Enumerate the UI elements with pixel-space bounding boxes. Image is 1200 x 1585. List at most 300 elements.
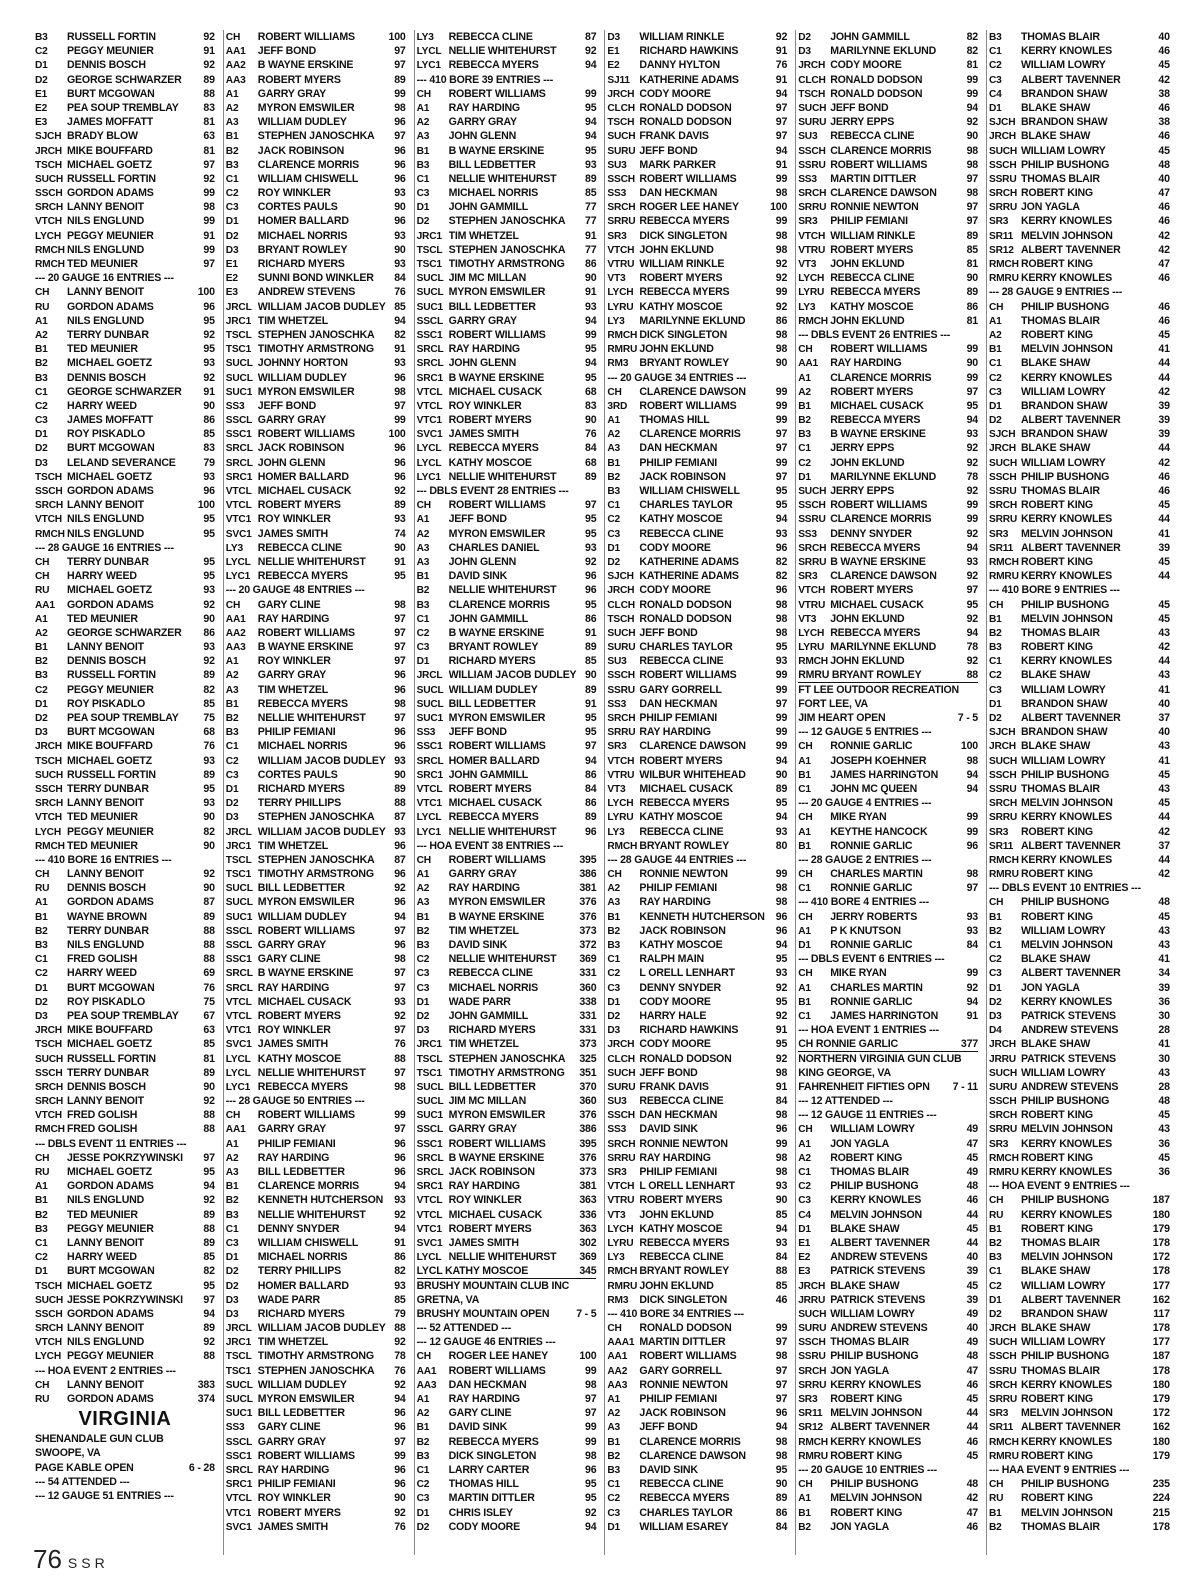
score: 91	[775, 1024, 788, 1037]
class-code: B1	[798, 840, 811, 852]
shooter-name: JON YAGLA	[1020, 201, 1080, 214]
result-row	[607, 1165, 787, 1179]
result-row	[798, 1293, 978, 1307]
class-code: B1	[607, 457, 621, 469]
class-code: SU3	[607, 159, 627, 171]
shooter-name: MIKE RYAN	[830, 967, 887, 980]
result-row	[226, 314, 406, 328]
result-row	[35, 456, 215, 470]
class-code: C3	[416, 1493, 430, 1505]
shooter-name: ALBERT TAVENNER	[830, 1421, 930, 1434]
shooter-name: JACK ROBINSON	[448, 1166, 535, 1178]
score: 42	[1158, 641, 1170, 654]
score: 100	[388, 31, 406, 43]
result-row	[798, 881, 978, 895]
event-header	[798, 796, 978, 810]
score: 42	[1158, 243, 1170, 256]
score: 85	[203, 697, 215, 710]
score: 63	[203, 130, 215, 143]
result-row	[989, 711, 1170, 725]
result-row	[226, 1023, 406, 1037]
result-row	[417, 910, 597, 924]
score: 89	[203, 768, 215, 781]
shooter-name: ROBERT WILLIAMS	[639, 172, 737, 185]
score: 93	[966, 910, 978, 923]
score: 98	[775, 229, 788, 242]
event-header	[798, 1023, 978, 1037]
event-header	[989, 285, 1170, 299]
shooter-name: MICHAEL CUSACK	[448, 385, 543, 398]
class-code: SS3	[607, 188, 627, 200]
shooter-name: CHARLES DANIEL	[448, 541, 540, 554]
shooter-name: BILL LEDBETTER	[257, 1166, 345, 1178]
class-code: TSCH	[35, 1280, 62, 1292]
result-row	[607, 1378, 787, 1392]
score: 36	[1158, 1137, 1170, 1150]
class-code: C2	[988, 670, 1002, 682]
class-code: VTCL	[225, 500, 252, 512]
results-column	[796, 30, 987, 1555]
result-row	[989, 314, 1170, 328]
result-row	[798, 768, 978, 782]
result-row	[35, 1108, 215, 1122]
score: 395	[579, 853, 597, 866]
class-code: A1	[607, 415, 621, 427]
shooter-name: MARK PARKER	[639, 158, 716, 171]
score: 97	[585, 1393, 597, 1405]
score: 76	[394, 1364, 406, 1377]
score: 34	[1158, 967, 1170, 980]
shooter-name: CHARLES TAYLOR	[639, 1506, 733, 1519]
shooter-name: REBECCA MYERS	[448, 59, 539, 72]
result-row	[798, 1193, 978, 1207]
result-row	[417, 1435, 597, 1449]
score: 94	[394, 910, 406, 923]
shooter-name: ALBERT TAVENNER	[1020, 243, 1121, 256]
shooter-name: WILLIAM DUDLEY	[257, 1378, 347, 1391]
class-code: SSC1	[416, 329, 443, 341]
score: 84	[394, 272, 406, 285]
score: 91	[585, 229, 597, 242]
score: 45	[1158, 328, 1170, 341]
result-row	[607, 668, 787, 682]
result-row	[989, 541, 1170, 555]
shooter-name: CLARENCE MORRIS	[830, 144, 932, 157]
class-code: LY3	[607, 315, 625, 327]
score: 76	[394, 286, 406, 299]
class-code: CH	[35, 287, 50, 299]
shooter-name: CHARLES TAYLOR	[639, 499, 733, 512]
score: 93	[585, 300, 597, 313]
shooter-name: GARRY GRAY	[448, 868, 517, 881]
result-row	[35, 598, 215, 612]
class-code: B3	[798, 429, 811, 441]
class-code: A3	[607, 1422, 621, 1434]
class-code: JRC1	[225, 315, 252, 327]
class-code: A2	[416, 117, 430, 129]
score: 97	[394, 981, 406, 994]
score: 90	[585, 272, 597, 285]
result-row	[607, 725, 787, 739]
result-row	[226, 867, 406, 881]
class-code: SR3	[988, 528, 1009, 540]
shooter-name: ROBERT WILLIAMS	[448, 499, 546, 512]
class-code: C2	[798, 1181, 811, 1193]
result-row	[989, 768, 1170, 782]
shooter-name: GARRY GRAY	[257, 87, 327, 100]
score: 95	[203, 1279, 215, 1292]
shooter-name: ROBERT WILLIAMS	[257, 31, 355, 43]
score: 30	[1158, 1052, 1170, 1065]
shooter-name: GARY CLINE	[257, 1421, 321, 1434]
shooter-name: ROBERT WILLIAMS	[257, 428, 355, 441]
result-row	[607, 739, 787, 753]
shooter-name: KATHY MOSCOE	[639, 300, 723, 313]
result-row	[226, 981, 406, 995]
class-code: RMCH	[798, 656, 828, 668]
result-row	[417, 569, 597, 583]
score: 95	[585, 513, 597, 526]
result-row	[607, 356, 787, 370]
class-code: SSRU	[798, 159, 826, 171]
result-row	[226, 1165, 406, 1179]
result-row	[798, 214, 978, 228]
shooter-name: HARRY WEED	[67, 1251, 137, 1264]
score: 36	[1158, 995, 1170, 1008]
result-row	[607, 512, 787, 526]
score: 99	[775, 1137, 788, 1150]
shooter-name: TERRY PHILLIPS	[257, 1265, 341, 1278]
class-code: SSC1	[416, 741, 443, 753]
score: 336	[579, 1208, 597, 1221]
club-text: KING GEORGE, VA	[798, 1066, 891, 1079]
score: 46	[966, 1520, 978, 1533]
class-code: CH	[225, 599, 241, 611]
result-row	[798, 1406, 978, 1420]
score: 90	[203, 1080, 215, 1093]
result-row	[607, 498, 787, 512]
shooter-name: KERRY KNOWLES	[1020, 272, 1112, 285]
class-code: D1	[35, 698, 48, 710]
shooter-name: GEORGE SCHWARZER	[67, 626, 182, 639]
class-code: VT3	[798, 259, 817, 270]
score: 97	[394, 59, 406, 72]
shooter-name: JOHN EKLUND	[639, 243, 714, 256]
result-row	[798, 371, 978, 385]
result-row	[607, 1250, 787, 1264]
result-row	[417, 1151, 597, 1165]
score: 96	[394, 215, 406, 228]
class-code: SS3	[607, 1124, 627, 1136]
event-header	[989, 881, 1170, 895]
class-code: SSCL	[225, 925, 253, 937]
page-footer	[33, 1544, 109, 1575]
result-row	[989, 73, 1170, 87]
class-code: TSCL	[225, 329, 252, 341]
score: 178	[1152, 1236, 1170, 1249]
shooter-name: BILL LEDBETTER	[448, 158, 536, 171]
result-row	[417, 541, 597, 555]
score: 92	[203, 172, 215, 185]
event-title: --- 12 GAUGE 11 ENTRIES ---	[798, 1109, 937, 1122]
class-code: B3	[416, 599, 430, 611]
class-code: C3	[416, 188, 430, 200]
result-row	[798, 1307, 978, 1321]
result-row	[417, 300, 597, 314]
score: 93	[203, 357, 215, 370]
result-row	[989, 981, 1170, 995]
class-code: B2	[988, 925, 1002, 937]
class-code: TSCH	[607, 117, 635, 129]
result-row	[989, 413, 1170, 427]
score: 89	[966, 229, 978, 242]
shooter-name: JAMES SMITH	[257, 1520, 328, 1533]
shooter-name: MARTIN DITTLER	[639, 1336, 726, 1349]
result-row	[226, 725, 406, 739]
club-info	[417, 1321, 597, 1335]
shooter-name: TERRY DUNBAR	[67, 328, 149, 341]
result-row	[607, 456, 787, 470]
class-code: LYCH	[35, 826, 61, 838]
score: 48	[966, 1180, 978, 1193]
result-row	[35, 583, 215, 597]
result-row	[798, 1151, 978, 1165]
score: 89	[203, 73, 215, 86]
class-code: SRRU	[798, 556, 827, 568]
class-code: D3	[35, 1010, 48, 1022]
class-code: A2	[607, 883, 621, 895]
result-row	[417, 725, 597, 739]
shooter-name: REBECCA CLINE	[448, 967, 533, 980]
result-row	[989, 966, 1170, 980]
class-code: CLCH	[798, 74, 826, 86]
score: 40	[966, 1251, 978, 1264]
class-code: VTC1	[225, 514, 252, 526]
result-row	[989, 1037, 1170, 1051]
shooter-name: P K KNUTSON	[830, 924, 901, 937]
shooter-name: JON YAGLA	[830, 1137, 890, 1150]
result-row	[798, 129, 978, 143]
club-text: --- 54 ATTENDED ---	[35, 1475, 130, 1488]
shooter-name: JOHN EKLUND	[830, 314, 905, 327]
score: 36	[1158, 1166, 1170, 1178]
class-code: D3	[416, 1025, 430, 1037]
class-code: D1	[988, 1294, 1002, 1306]
class-code: A2	[416, 883, 430, 895]
score: 178	[1152, 1364, 1170, 1377]
event-header	[798, 952, 978, 966]
shooter-name: PEA SOUP TREMBLAY	[67, 712, 179, 724]
class-code: CLCH	[607, 599, 635, 611]
shooter-name: BLAKE SHAW	[1020, 1265, 1091, 1278]
class-code: RMRU	[988, 869, 1019, 881]
shooter-name: ROBERT WILLIAMS	[830, 158, 928, 171]
shooter-name: ALBERT TAVENNER	[1020, 967, 1121, 980]
score: 86	[203, 414, 215, 427]
shooter-name: PHILIP FEMIANI	[639, 1166, 718, 1178]
result-row	[417, 129, 597, 143]
class-code: LY3	[225, 542, 243, 554]
result-row	[226, 739, 406, 753]
score: 100	[960, 740, 978, 753]
result-row	[989, 1335, 1170, 1349]
class-code: RMCH	[988, 556, 1019, 568]
shooter-name: HARRY WEED	[67, 967, 137, 980]
result-row	[226, 825, 406, 839]
shooter-name: JERRY ROBERTS	[830, 910, 918, 923]
result-row	[226, 1279, 406, 1293]
score: 92	[775, 258, 788, 270]
shooter-name: RONNIE NEWTON	[639, 1137, 728, 1150]
result-row	[226, 356, 406, 370]
shooter-name: JOHN EKLUND	[830, 612, 905, 625]
score: 42	[1158, 868, 1170, 881]
result-row	[226, 44, 406, 58]
shooter-name: B WAYNE ERSKINE	[448, 144, 545, 157]
result-row	[798, 583, 978, 597]
class-code: SSCL	[416, 315, 443, 327]
class-code: VTCH	[798, 585, 826, 597]
class-code: E3	[225, 287, 238, 299]
shooter-name: MELVIN JOHNSON	[1020, 612, 1113, 625]
result-row	[798, 512, 978, 526]
score: 46	[1158, 130, 1170, 143]
shooter-name: MICHAEL CUSACK	[448, 797, 543, 810]
result-row	[417, 1392, 597, 1406]
shooter-name: BRANDON SHAW	[1020, 399, 1108, 412]
class-code: LYCL	[416, 1252, 442, 1264]
score: 99	[775, 456, 788, 469]
result-row	[607, 186, 787, 200]
class-code: E2	[798, 1252, 811, 1264]
score: 91	[775, 73, 788, 86]
class-code: D1	[225, 216, 239, 228]
result-row	[798, 115, 978, 129]
score: 85	[394, 1293, 406, 1306]
class-code: A2	[798, 386, 811, 398]
event-title: --- 12 GAUGE 5 ENTRIES ---	[798, 726, 932, 739]
score: 40	[966, 1322, 978, 1335]
class-code: TSCH	[35, 471, 62, 483]
shooter-name: RICHARD MYERS	[257, 258, 345, 270]
class-code: D3	[225, 1294, 239, 1306]
class-code: B2	[607, 1450, 621, 1462]
score: 96	[966, 839, 978, 852]
shooter-name: MELVIN JOHNSON	[1020, 1123, 1113, 1136]
result-row	[607, 1066, 787, 1080]
score: 97	[203, 1293, 215, 1306]
score: 43	[1158, 782, 1170, 795]
shooter-name: KERRY KNOWLES	[1020, 1208, 1112, 1221]
score: 93	[394, 187, 406, 200]
shooter-name: NILS ENGLUND	[67, 513, 145, 526]
score: 92	[966, 485, 978, 497]
class-code: RMCH	[607, 329, 638, 341]
shooter-name: GARRY GRAY	[257, 1123, 327, 1136]
shooter-name: BRYANT ROWLEY	[639, 357, 729, 370]
event-title: --- DBLS EVENT 28 ENTRIES ---	[416, 485, 569, 497]
score: 376	[579, 1151, 597, 1164]
shooter-name: WILLIAM RINKLE	[830, 229, 916, 242]
score: 49	[966, 1123, 978, 1136]
score: 162	[1152, 1293, 1170, 1306]
score: 98	[394, 953, 406, 966]
score: 97	[775, 1393, 788, 1405]
shooter-name: KENNETH HUTCHERSON	[639, 910, 765, 923]
result-row	[417, 385, 597, 399]
class-code: SUCL	[416, 1096, 444, 1108]
result-row	[607, 172, 787, 186]
result-row	[226, 1122, 406, 1136]
shooter-name: RUSSELL FORTIN	[67, 768, 156, 781]
class-code: B1	[988, 613, 1002, 625]
class-code: CH	[225, 32, 241, 43]
result-row	[417, 498, 597, 512]
score: 98	[966, 868, 978, 881]
result-row	[989, 158, 1170, 172]
score: 376	[579, 1109, 597, 1122]
class-code: B1	[225, 1181, 239, 1193]
score: 373	[579, 924, 597, 937]
class-code: VTCH	[35, 514, 62, 526]
result-row	[226, 1406, 406, 1420]
score: 162	[1152, 1421, 1170, 1434]
score: 84	[966, 939, 978, 951]
score: 94	[966, 782, 978, 795]
class-code: LYC1	[416, 60, 441, 72]
class-code: SRRU	[607, 1152, 636, 1164]
result-row	[226, 512, 406, 526]
class-code: B2	[416, 585, 430, 597]
shooter-name: RONNIE GARLIC	[830, 939, 913, 951]
class-code: JRC1	[416, 230, 442, 242]
shooter-name: TIM WHETZEL	[257, 314, 328, 327]
class-code: D2	[35, 74, 48, 86]
score: 88	[394, 1052, 406, 1065]
result-row	[607, 1335, 787, 1349]
shooter-name: RAY HARDING	[448, 882, 520, 895]
shooter-name: ROY WINKLER	[448, 399, 522, 412]
class-code: SSRU	[988, 1365, 1017, 1377]
score: 90	[394, 201, 406, 214]
shooter-name: KERRY KNOWLES	[830, 1378, 922, 1391]
result-row	[35, 839, 215, 853]
shooter-name: TED MEUNIER	[67, 258, 138, 270]
result-row	[798, 441, 978, 455]
result-row	[607, 1052, 787, 1066]
shooter-name: ANDREW STEVENS	[830, 1322, 928, 1335]
result-row	[35, 1165, 215, 1179]
class-code: JRCH	[35, 1025, 62, 1037]
class-code: TSCH	[35, 1039, 62, 1051]
result-row	[607, 1264, 787, 1278]
shooter-name: ROBERT KING	[1020, 1492, 1093, 1505]
club-text: PAGE KABLE OPEN	[35, 1461, 134, 1474]
score: 90	[394, 243, 406, 256]
result-row	[417, 229, 597, 243]
shooter-name: DENNY SNYDER	[257, 1222, 340, 1235]
event-title: --- DBLS EVENT 11 ENTRIES ---	[35, 1137, 187, 1150]
result-row	[607, 952, 787, 966]
class-code: SRC1	[225, 1479, 253, 1491]
score: 96	[585, 570, 597, 583]
score: 82	[775, 570, 788, 583]
result-row	[417, 867, 597, 881]
shooter-name: CLARENCE MORRIS	[639, 1435, 741, 1448]
event-title: --- HOA EVENT 2 ENTRIES ---	[35, 1364, 176, 1377]
score: 98	[775, 1166, 788, 1178]
shooter-name: JIM MC MILLAN	[448, 272, 527, 285]
